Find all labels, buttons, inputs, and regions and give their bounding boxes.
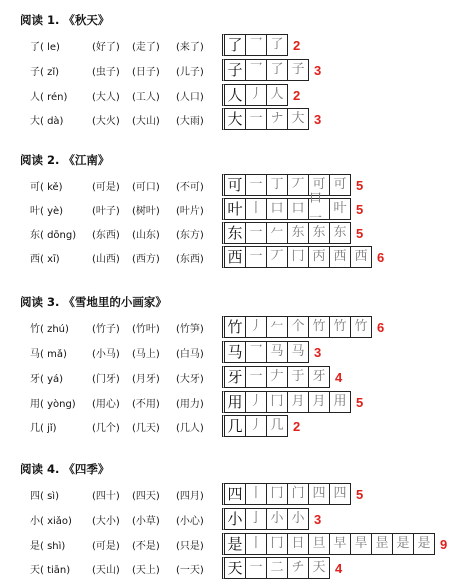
word-example: (用心) [92,399,120,410]
word-example: (竹笋) [176,324,204,335]
word-example: (工人) [132,92,160,103]
word-example: (日子) [132,67,160,78]
word-example: (大火) [92,116,120,127]
stroke-order-grid [222,34,300,56]
stroke-step-cell: 乛 [245,341,267,363]
character-pinyin-label: 用( yòng) [30,399,76,410]
character-row [0,366,454,388]
stroke-step-cell: ナ [266,108,288,130]
word-example: (大小) [92,516,120,527]
stroke-order-grid [222,366,342,388]
character-cell: 马 [222,341,246,363]
character-pinyin-label: 竹( zhú) [30,324,69,335]
stroke-step-cell: 一 [245,366,267,388]
stroke-step-cell: 个 [287,316,309,338]
stroke-step-cell: 四 [308,483,330,505]
character-pinyin-label: 四( sì) [30,491,59,502]
stroke-count: 3 [314,62,322,78]
stroke-step-cell: 小 [266,508,288,530]
stroke-step-cell: 𠂇 [266,366,288,388]
stroke-step-cell: 于 [287,366,309,388]
stroke-step-cell: 马 [266,341,288,363]
stroke-step-cell: 口 [266,198,288,220]
word-example: (几个) [92,423,120,434]
stroke-step-cell: 冂 [266,483,288,505]
word-example: (东西) [176,254,204,265]
stroke-step-cell: 冂 [266,533,288,555]
word-example: (只是) [176,541,204,552]
character-cell: 东 [222,222,246,244]
stroke-count: 5 [356,394,364,410]
word-example: (可口) [132,182,160,193]
stroke-order-grid [222,246,384,268]
character-cell: 西 [222,246,246,268]
stroke-step-cell: 丨 [245,483,267,505]
character-pinyin-label: 了( le) [30,42,60,53]
character-pinyin-label: 天( tiān) [30,565,71,576]
word-example: (大人) [92,92,120,103]
character-pinyin-label: 西( xī) [30,254,60,265]
stroke-count: 3 [314,344,322,360]
word-example: (天山) [92,565,120,576]
character-row [0,316,454,338]
stroke-step-cell: 二 [266,557,288,579]
stroke-count: 3 [314,511,322,527]
stroke-step-cell: 𠂉 [266,222,288,244]
stroke-step-cell: 一 [245,222,267,244]
word-example: (马上) [132,349,160,360]
character-cell: 四 [222,483,246,505]
character-row [0,483,454,505]
stroke-step-cell: 乛 [245,34,267,56]
character-row [0,341,454,363]
character-row [0,84,454,106]
stroke-step-cell: 日 [287,533,309,555]
stroke-step-cell: 了 [266,34,288,56]
stroke-order-grid [222,557,342,579]
stroke-step-cell: 丙 [308,246,330,268]
stroke-step-cell: 人 [266,84,288,106]
word-example: (门牙) [92,374,120,385]
stroke-step-cell: 竹 [308,316,330,338]
word-example: (东西) [92,230,120,241]
stroke-count: 9 [440,536,448,552]
word-example: (小草) [132,516,160,527]
word-example: (不用) [132,399,160,410]
character-pinyin-label: 大( dà) [30,116,64,127]
word-example: (白马) [176,349,204,360]
stroke-step-cell: 口 [287,198,309,220]
stroke-step-cell: 天 [308,557,330,579]
stroke-order-grid [222,191,364,226]
word-example: (大牙) [176,374,204,385]
stroke-step-cell: 一 [245,174,267,196]
character-cell: 大 [222,108,246,130]
stroke-count: 4 [335,369,343,385]
character-row [0,508,454,530]
character-row [0,557,454,579]
character-pinyin-label: 马( mǎ) [30,349,67,360]
character-pinyin-label: 人( rén) [30,92,68,103]
character-pinyin-label: 牙( yá) [30,374,64,385]
character-row [0,415,454,437]
stroke-step-cell: 用 [329,391,351,413]
stroke-order-grid [222,174,363,196]
stroke-order-grid [222,483,363,505]
word-example: (月牙) [132,374,160,385]
character-pinyin-label: 可( kě) [30,182,63,193]
stroke-step-cell: 一 [245,108,267,130]
word-example: (好了) [92,42,120,53]
stroke-step-cell: 旦 [308,533,330,555]
stroke-order-grid [222,341,321,363]
stroke-step-cell: 叶 [329,198,351,220]
stroke-step-cell: 四 [329,483,351,505]
stroke-step-cell: 门 [287,483,309,505]
character-pinyin-label: 东( dōng) [30,230,77,241]
stroke-step-cell: 可 [329,174,351,196]
word-example: (山西) [92,254,120,265]
stroke-step-cell: 丆 [266,246,288,268]
stroke-order-grid [222,391,363,413]
stroke-step-cell: 小 [287,508,309,530]
word-example: (来了) [176,42,204,53]
stroke-step-cell: 丨 [245,533,267,555]
character-row [0,222,454,244]
character-cell: 叶 [222,198,246,220]
word-example: (儿子) [176,67,204,78]
word-example: (大雨) [176,116,204,127]
stroke-step-cell: 早 [329,533,351,555]
section-title: 阅读 1. 《秋天》 [20,13,110,27]
stroke-step-cell: 丿 [245,415,267,437]
word-example: (竹叶) [132,324,160,335]
word-example: (几天) [132,423,160,434]
word-example: (竹子) [92,324,120,335]
stroke-step-cell: 亅 [245,508,267,530]
stroke-step-cell: 月 [308,391,330,413]
word-example: (小心) [176,516,204,527]
stroke-step-cell: 竹 [329,316,351,338]
character-row [0,391,454,413]
stroke-step-cell: 马 [287,341,309,363]
word-example: (四天) [132,491,160,502]
character-row [0,108,454,130]
word-example: (四月) [176,491,204,502]
character-cell: 可 [222,174,246,196]
character-row [0,59,454,81]
stroke-count: 5 [356,486,364,502]
character-cell: 子 [222,59,246,81]
stroke-count: 2 [293,37,301,53]
character-pinyin-label: 小( xiǎo) [30,516,72,527]
word-example: (一天) [176,565,204,576]
word-example: (东方) [176,230,204,241]
word-example: (几人) [176,423,204,434]
stroke-order-grid [222,84,300,106]
section-title: 阅读 4. 《四季》 [20,462,110,476]
character-row [0,34,454,56]
stroke-step-cell: 丨 [245,198,267,220]
word-example: (西方) [132,254,160,265]
stroke-step-cell: 东 [329,222,351,244]
stroke-count: 6 [377,319,385,335]
stroke-count: 3 [314,111,322,127]
stroke-step-cell: 一 [245,246,267,268]
stroke-step-cell: 𠂉 [266,316,288,338]
stroke-step-cell: 竹 [350,316,372,338]
stroke-order-grid [222,508,321,530]
word-example: (叶子) [92,206,120,217]
character-cell: 是 [222,533,246,555]
character-pinyin-label: 叶( yè) [30,206,64,217]
word-example: (虫子) [92,67,120,78]
stroke-step-cell: チ [287,557,309,579]
word-example: (四十) [92,491,120,502]
character-cell: 人 [222,84,246,106]
character-cell: 了 [222,34,246,56]
word-example: (不可) [176,182,204,193]
stroke-step-cell: 大 [287,108,309,130]
stroke-step-cell: 丁 [266,174,288,196]
character-cell: 小 [222,508,246,530]
word-example: (天上) [132,565,160,576]
stroke-step-cell: 是 [413,533,435,555]
stroke-step-cell: 一 [245,557,267,579]
character-pinyin-label: 是( shì) [30,541,66,552]
section-title: 阅读 3. 《雪地里的小画家》 [20,295,167,309]
word-example: (不是) [132,541,160,552]
character-cell: 天 [222,557,246,579]
character-pinyin-label: 子( zǐ) [30,67,60,78]
character-pinyin-label: 几( jǐ) [30,423,57,434]
character-cell: 几 [222,415,246,437]
stroke-count: 4 [335,560,343,576]
stroke-step-cell: 乛 [245,59,267,81]
word-example: (可是) [92,182,120,193]
stroke-step-cell: 丿 [245,84,267,106]
word-example: (小马) [92,349,120,360]
stroke-step-cell: 昰 [371,533,393,555]
character-cell: 竹 [222,316,246,338]
word-example: (人口) [176,92,204,103]
character-row [0,533,454,555]
stroke-step-cell: 丿 [245,316,267,338]
word-example: (山东) [132,230,160,241]
character-row [0,191,454,226]
character-row [0,174,454,196]
stroke-step-cell: 是 [392,533,414,555]
word-example: (可是) [92,541,120,552]
stroke-step-cell: 东 [308,222,330,244]
stroke-order-grid [222,222,363,244]
stroke-step-cell: 冂 [266,391,288,413]
stroke-step-cell: 冂 [287,246,309,268]
stroke-count: 5 [356,177,364,193]
stroke-step-cell: 西 [350,246,372,268]
word-example: (叶片) [176,206,204,217]
word-example: (树叶) [132,206,160,217]
stroke-step-cell: 西 [329,246,351,268]
stroke-count: 2 [293,87,301,103]
stroke-count: 5 [356,201,364,217]
stroke-count: 6 [377,249,385,265]
stroke-step-cell: 子 [287,59,309,81]
stroke-step-cell: 可 [308,174,330,196]
character-cell: 用 [222,391,246,413]
stroke-step-cell: 了 [266,59,288,81]
stroke-order-grid [222,59,321,81]
stroke-step-cell: 丿 [245,391,267,413]
stroke-step-cell: 月 [287,391,309,413]
stroke-step-cell: 几 [266,415,288,437]
stroke-step-cell: 牙 [308,366,330,388]
section-title: 阅读 2. 《江南》 [20,153,110,167]
stroke-step-cell: 东 [287,222,309,244]
stroke-order-grid [222,533,447,555]
stroke-order-grid [222,316,384,338]
stroke-step-cell: 丆 [287,174,309,196]
stroke-count: 2 [293,418,301,434]
stroke-order-grid [222,415,300,437]
stroke-step-cell: 口一 [308,198,330,220]
stroke-count: 5 [356,225,364,241]
stroke-step-cell: 旱 [350,533,372,555]
word-example: (大山) [132,116,160,127]
character-cell: 牙 [222,366,246,388]
word-example: (走了) [132,42,160,53]
stroke-order-grid [222,108,321,130]
character-row [0,246,454,268]
word-example: (用力) [176,399,204,410]
